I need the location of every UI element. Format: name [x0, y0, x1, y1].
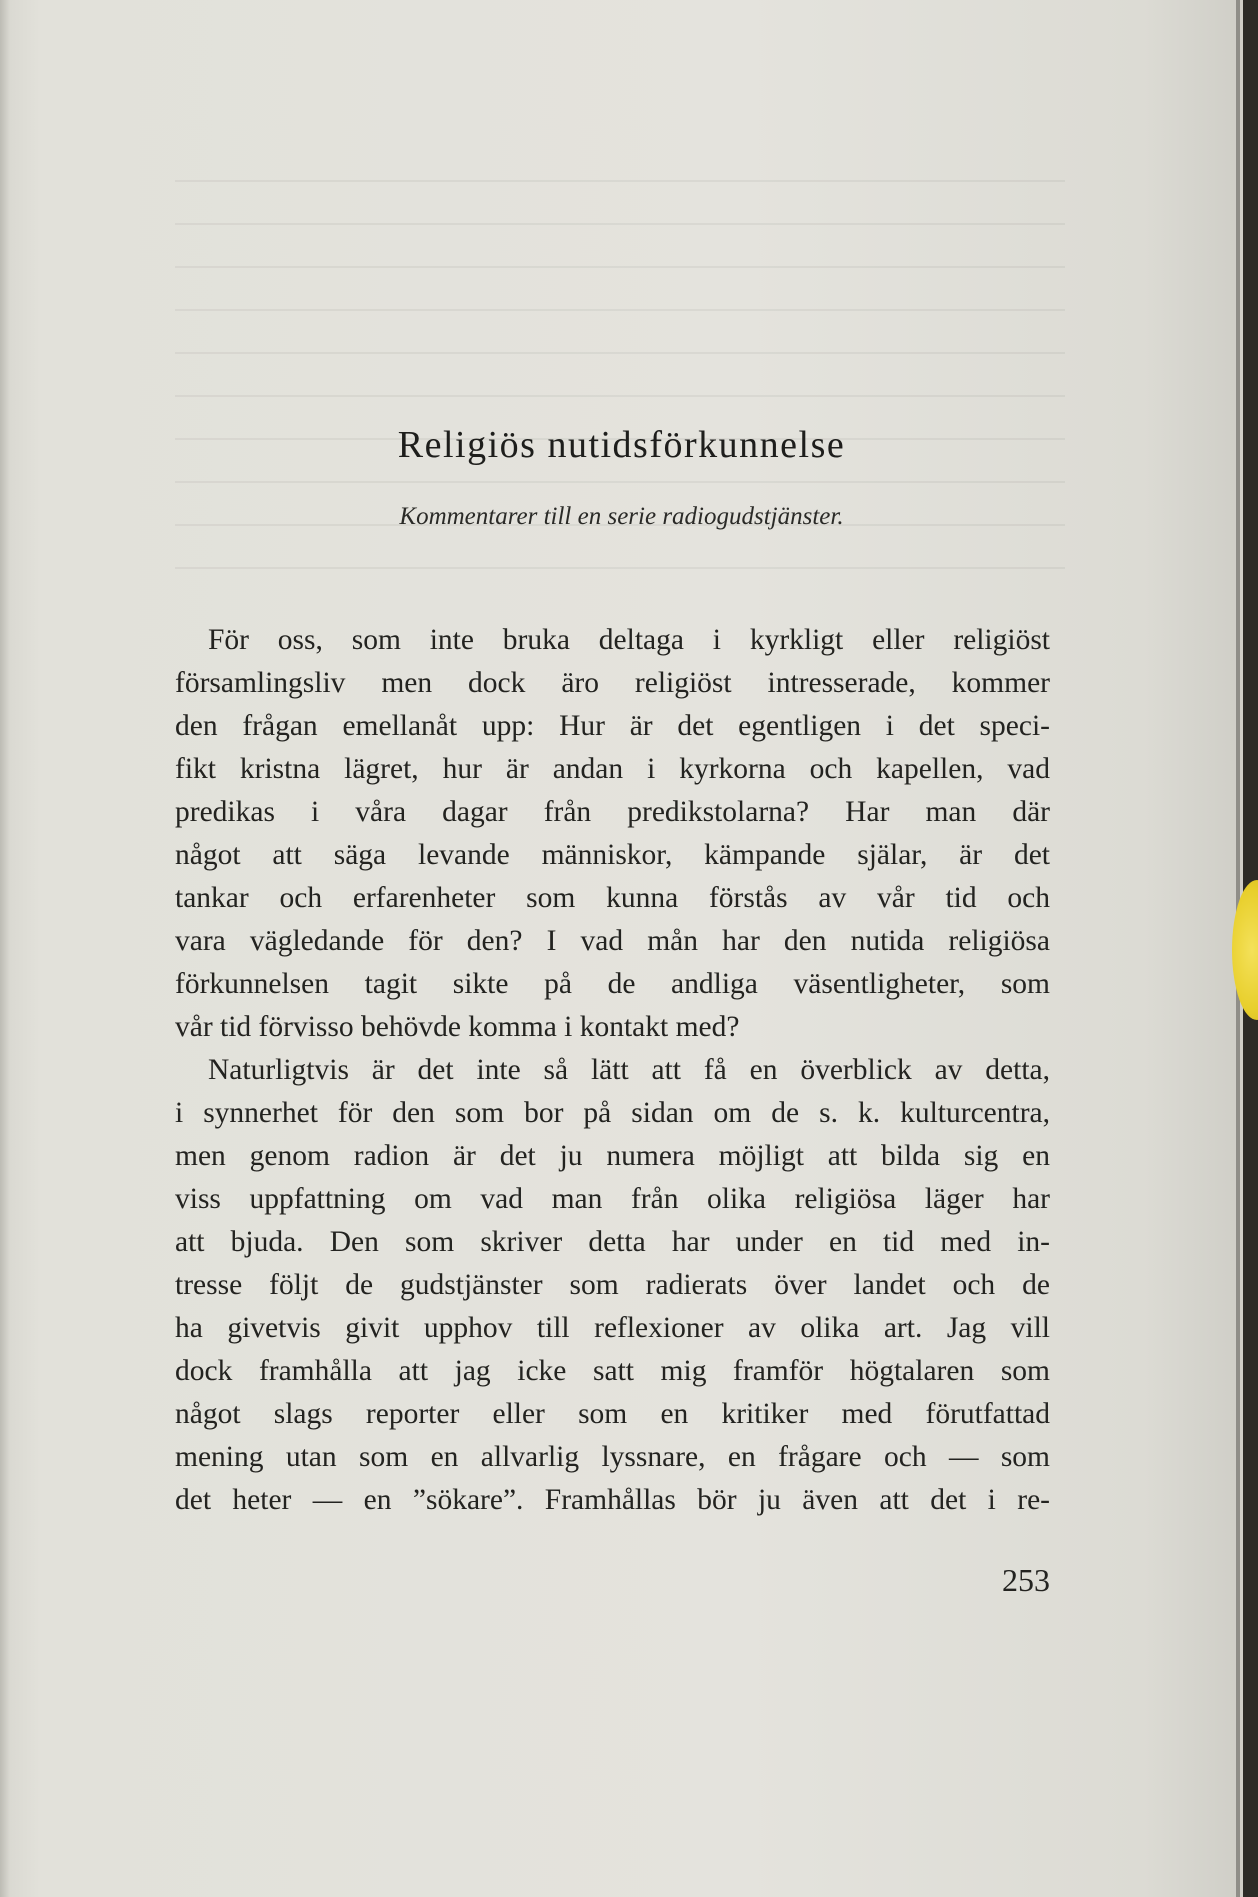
- text-line: vår tid förvisso behövde komma i kontakt med?: [175, 1011, 740, 1043]
- text-line: För oss, som inte bruka deltaga i kyrkligt eller religiöst: [208, 624, 1050, 656]
- article-subtitle: Kommentarer till en serie radiogudstjänster.: [399, 503, 844, 530]
- text-line: predikas i våra dagar från predikstolarna? Har man där: [175, 796, 1050, 828]
- article-title: Religiös nutidsförkunnelse: [397, 424, 846, 466]
- text-line: den frågan emellanåt upp: Hur är det egentligen i det speci-: [175, 710, 1050, 742]
- text-line: vara vägledande för den? I vad mån har den nutida religiösa: [175, 925, 1050, 957]
- text-line: fikt kristna lägret, hur är andan i kyrkorna och kapellen, vad: [175, 753, 1050, 785]
- text-line: något slags reporter eller som en kritiker med förutfattad: [175, 1398, 1050, 1430]
- text-line: mening utan som en allvarlig lyssnare, en frågare och — som: [175, 1441, 1050, 1473]
- text-line: viss uppfattning om vad man från olika religiösa läger har: [175, 1183, 1050, 1215]
- text-line: i synnerhet för den som bor på sidan om de s. k. kulturcentra,: [175, 1097, 1050, 1129]
- text-line: tankar och erfarenheter som kunna förstås av vår tid och: [175, 882, 1050, 914]
- text-line: men genom radion är det ju numera möjligt att bilda sig en: [175, 1140, 1050, 1172]
- text-line: ha givetvis givit upphov till reflexioner av olika art. Jag vill: [175, 1312, 1050, 1344]
- text-line: det heter — en ”sökare”. Framhållas bör ju även att det i re-: [175, 1484, 1050, 1516]
- text-line: att bjuda. Den som skriver detta har under en tid med in-: [175, 1226, 1050, 1258]
- text-line: dock framhålla att jag icke satt mig framför högtalaren som: [175, 1355, 1050, 1387]
- text-line: något att säga levande människor, kämpande själar, är det: [175, 839, 1050, 871]
- text-line: Naturligtvis är det inte så lätt att få en överblick av detta,: [208, 1054, 1050, 1086]
- text-line: förkunnelsen tagit sikte på de andliga väsentligheter, som: [175, 968, 1050, 1000]
- text-line: tresse följt de gudstjänster som radierats över landet och de: [175, 1269, 1050, 1301]
- text-line: församlingsliv men dock äro religiöst intresserade, kommer: [175, 667, 1050, 699]
- body-text: [175, 619, 1050, 1522]
- page-number: 253: [1002, 1562, 1050, 1598]
